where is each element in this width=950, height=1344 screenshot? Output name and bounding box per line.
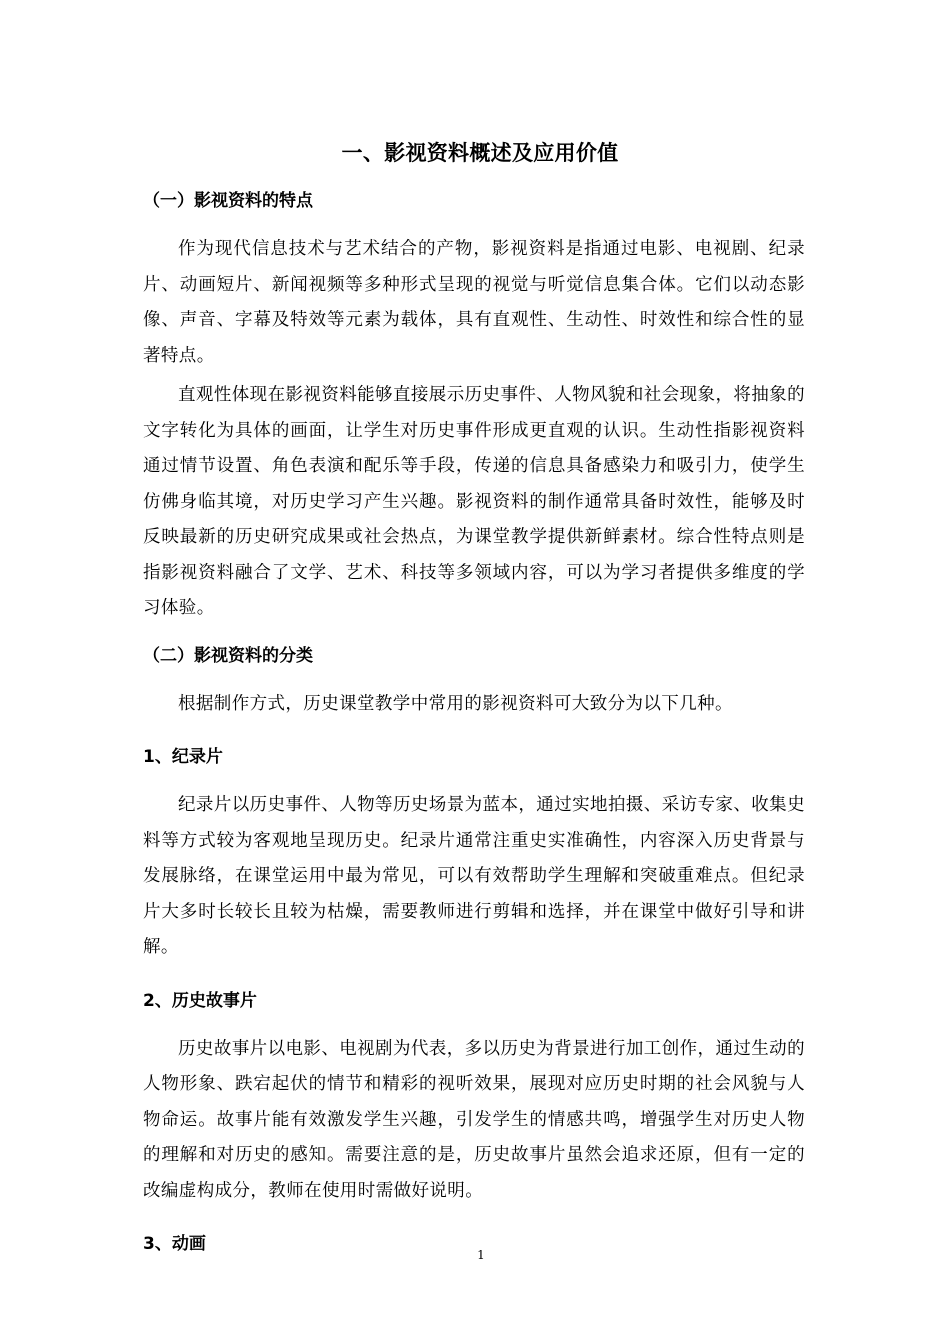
page-number: 1 — [477, 1248, 485, 1262]
paragraph-classification-intro: 根据制作方式，历史课堂教学中常用的影视资料可大致分为以下几种。 — [178, 693, 733, 714]
paragraph-definition: 作为现代信息技术与艺术结合的产物，影视资料是指通过电影、电视剧、纪录片、动画短片、新闻视频等多种形式呈现的视觉与听觉信息集合体。它们以动态影像、声音、字幕及特效等元素为载体，具有直观性、生动性、时效性和综合性的显著特点。 — [143, 239, 805, 366]
section-heading-classification: （二）影视资料的分类 — [143, 645, 313, 666]
item-heading-documentary: 1、纪录片 — [143, 747, 223, 767]
paragraph-characteristics-detail: 直观性体现在影视资料能够直接展示历史事件、人物风貌和社会现象，将抽象的文字转化为具体的画面，让学生对历史事件形成更直观的认识。生动性指影视资料通过情节设置、角色表演和配乐等手段，传递的信息具备感染力和吸引力，使学生仿佛身临其境，对历史学习产生兴趣。影视资料的制作通常具备时效性，能够及时反映最新的历史研究成果或社会热点，为课堂教学提供新鲜素材。综合性特点则是指影视资料融合了文学、艺术、科技等多领域内容，可以为学习者提供多维度的学习体验。 — [143, 385, 805, 618]
document-title: 一、影视资料概述及应用价值 — [341, 141, 619, 165]
paragraph-documentary: 纪录片以历史事件、人物等历史场景为蓝本，通过实地拍摄、采访专家、收集史料等方式较为客观地呈现历史。纪录片通常注重史实准确性，内容深入历史背景与发展脉络，在课堂运用中最为常见，可以有效帮助学生理解和突破重难点。但纪录片大多时长较长且较为枯燥，需要教师进行剪辑和选择，并在课堂中做好引导和讲解。 — [143, 795, 805, 957]
item-heading-historical-film: 2、历史故事片 — [143, 990, 257, 1011]
item-heading-animation: 3、动画 — [143, 1234, 206, 1254]
paragraph-historical-film: 历史故事片以电影、电视剧为代表，多以历史为背景进行加工创作，通过生动的人物形象、跌宕起伏的情节和精彩的视听效果，展现对应历史时期的社会风貌与人物命运。故事片能有效激发学生兴趣，引发学生的情感共鸣，增强学生对历史人物的理解和对历史的感知。需要注意的是，历史故事片虽然会追求还原，但有一定的改编虚构成分，教师在使用时需做好说明。 — [143, 1038, 805, 1201]
section-heading-characteristics: （一）影视资料的特点 — [143, 191, 313, 211]
page-content — [143, 134, 805, 1259]
